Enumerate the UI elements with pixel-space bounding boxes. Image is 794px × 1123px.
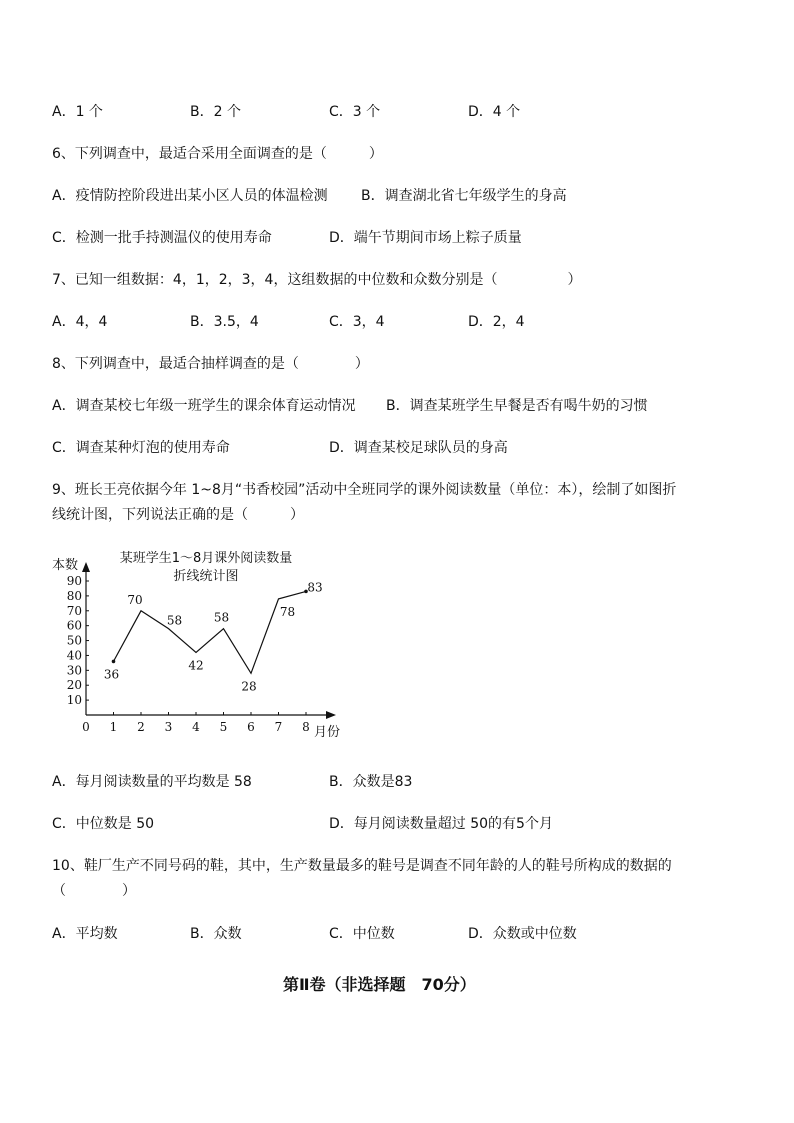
q6-option-d: D．端午节期间市场上粽子质量 — [329, 230, 522, 246]
y-tick-label: 40 — [66, 648, 82, 663]
q9-option-d: D．每月阅读数量超过 50的有5个月 — [329, 816, 553, 832]
chart-x-axis-label: 月份 — [314, 725, 341, 740]
x-axis-arrow — [326, 711, 336, 719]
q5-option-a: A．1 个 — [52, 104, 103, 120]
y-tick-label: 30 — [66, 663, 82, 678]
q10-option-d: D．众数或中位数 — [468, 926, 577, 942]
x-tick-label: 4 — [192, 720, 200, 734]
data-label: 78 — [279, 604, 296, 619]
q6-option-c: C．检测一批手持测温仪的使用寿命 — [52, 230, 272, 246]
x-tick-label: 5 — [219, 720, 228, 734]
q9-stem-line1: 9、班长王亮依据今年 1~8月“书香校园”活动中全班同学的课外阅读数量（单位：本），绘制了如图折 — [52, 482, 677, 498]
data-label: 58 — [213, 610, 230, 625]
q7-option-d: D．2，4 — [468, 314, 525, 330]
y-tick-label: 10 — [66, 693, 82, 708]
data-label: 28 — [241, 679, 257, 694]
data-label: 70 — [127, 592, 143, 607]
q10-option-a: A．平均数 — [52, 926, 118, 942]
data-label: 83 — [307, 580, 323, 595]
q8-option-b: B．调查某班学生早餐是否有喝牛奶的习惯 — [386, 398, 648, 414]
data-point — [112, 660, 116, 664]
q8-stem: 8、下列调查中，最适合抽样调查的是（ ） — [52, 356, 369, 372]
y-tick-label: 70 — [66, 603, 82, 618]
y-tick-label: 60 — [66, 618, 82, 633]
data-label: 42 — [188, 658, 204, 673]
q6-stem: 6、下列调查中，最适合采用全面调查的是（ ） — [52, 146, 383, 162]
q5-option-b: B．2 个 — [190, 104, 241, 120]
q10-stem-line1: 10、鞋厂生产不同号码的鞋，其中，生产数量最多的鞋号是调查不同年龄的人的鞋号所构成的数据的 — [52, 858, 672, 874]
chart-y-axis-label: 本数 — [52, 558, 79, 573]
section-title: 第Ⅱ卷（非选择题 70分） — [283, 975, 476, 994]
q7-option-c: C．3，4 — [329, 314, 385, 330]
q9-option-c: C．中位数是 50 — [52, 816, 155, 832]
chart-title-line1: 某班学生1～8月课外阅读数量 — [119, 551, 293, 566]
q5-option-c: C．3 个 — [329, 104, 381, 120]
reading-line-chart — [40, 540, 360, 750]
x-tick-label: 0 — [82, 720, 90, 734]
q10-option-c: C．中位数 — [329, 926, 395, 942]
y-axis-arrow — [82, 562, 90, 572]
q9-stem-line2: 线统计图，下列说法正确的是（ ） — [52, 507, 304, 523]
q9-option-a: A．每月阅读数量的平均数是 58 — [52, 774, 252, 790]
y-tick-label: 50 — [66, 633, 82, 648]
y-tick-label: 90 — [66, 574, 82, 588]
q10-stem-line2: （ ） — [52, 883, 136, 899]
x-tick-label: 7 — [274, 720, 283, 734]
data-label: 36 — [103, 667, 120, 682]
q8-option-a: A．调查某校七年级一班学生的课余体育运动情况 — [52, 398, 356, 414]
q6-option-a: A．疫情防控阶段进出某小区人员的体温检测 — [52, 188, 328, 204]
q7-option-b: B．3.5，4 — [190, 314, 259, 330]
x-tick-label: 8 — [302, 720, 310, 734]
y-tick-label: 80 — [66, 588, 82, 603]
q6-option-b: B．调查湖北省七年级学生的身高 — [361, 188, 567, 204]
q8-option-d: D．调查某校足球队员的身高 — [329, 440, 508, 456]
q9-option-b: B．众数是83 — [329, 774, 413, 790]
chart-title-line2: 折线统计图 — [173, 569, 239, 584]
x-tick-label: 6 — [247, 720, 255, 734]
x-tick-label: 1 — [109, 720, 118, 734]
q7-option-a: A．4，4 — [52, 314, 108, 330]
q5-option-d: D．4 个 — [468, 104, 521, 120]
x-tick-label: 2 — [137, 720, 145, 734]
q7-stem: 7、已知一组数据：4，1，2，3，4，这组数据的中位数和众数分别是（ ） — [52, 272, 582, 288]
data-label: 58 — [166, 613, 183, 628]
q8-option-c: C．调查某种灯泡的使用寿命 — [52, 440, 230, 456]
x-tick-label: 3 — [164, 720, 173, 734]
y-tick-label: 20 — [66, 678, 82, 693]
q10-option-b: B．众数 — [190, 926, 242, 942]
